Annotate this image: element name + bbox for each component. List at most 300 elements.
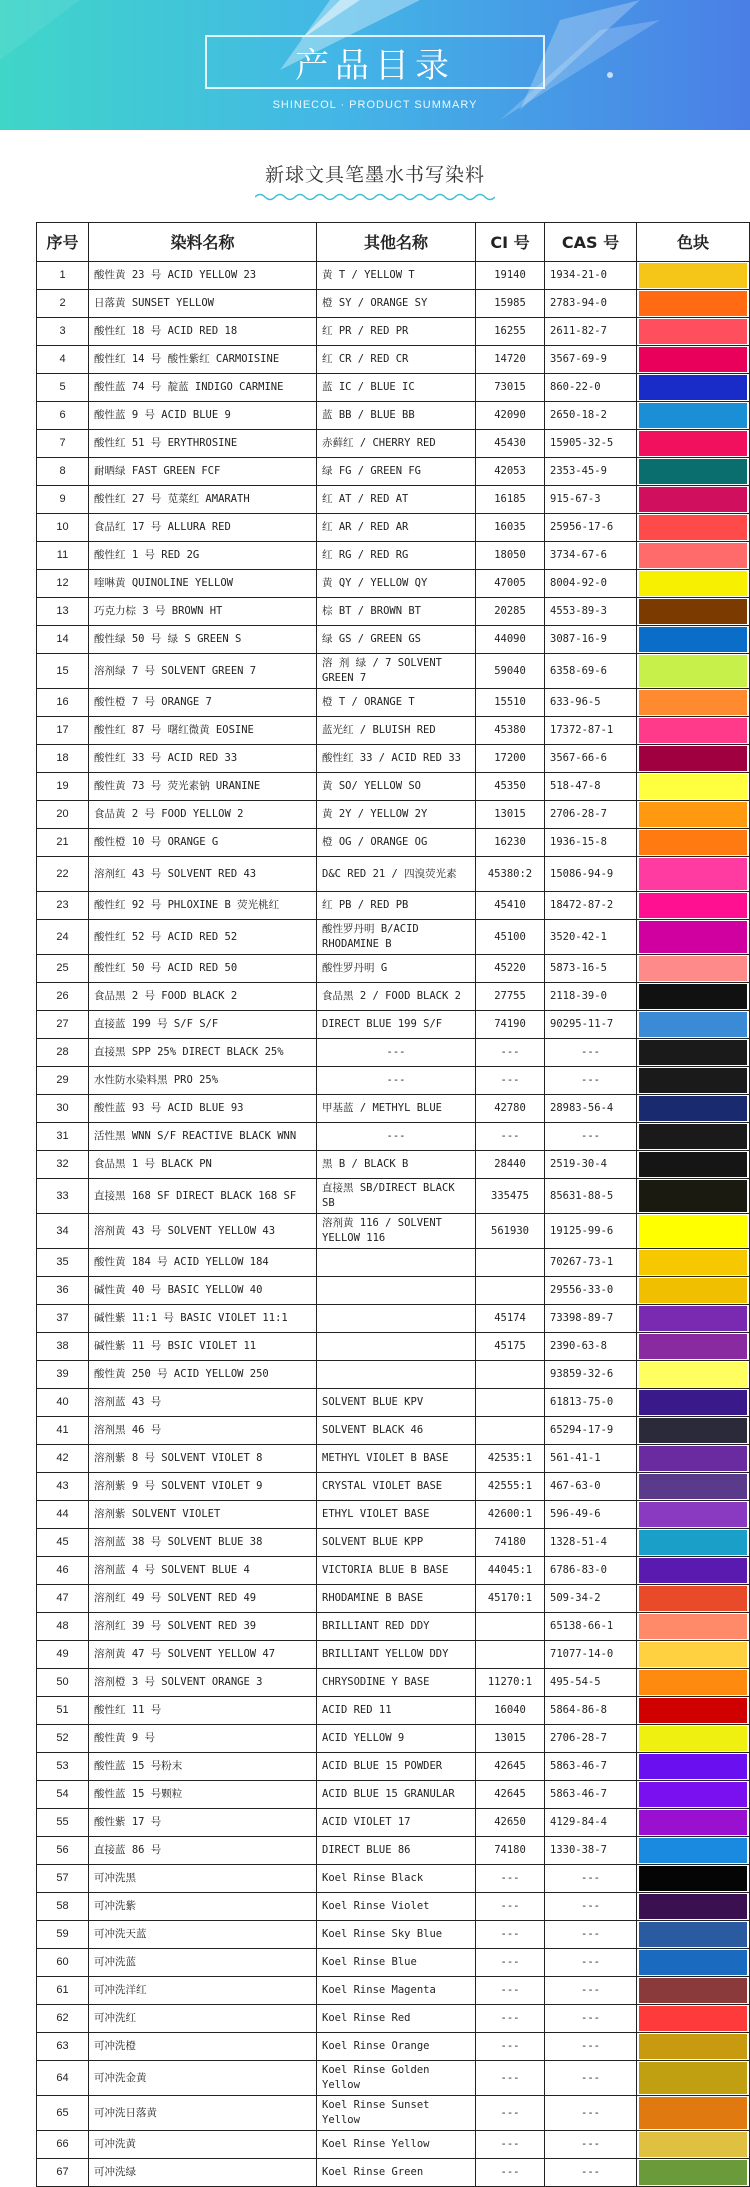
table-row (37, 486, 750, 514)
color-swatch (639, 1922, 747, 1947)
cell-other-name: ACID VIOLET 17 (317, 1809, 476, 1837)
cell-other-name: 蓝 IC / BLUE IC (317, 374, 476, 402)
color-swatch (639, 774, 747, 799)
cell-cas: 61813-75-0 (545, 1389, 637, 1417)
cell-cas: 4553-89-3 (545, 598, 637, 626)
cell-color-swatch (637, 1893, 750, 1921)
cell-color-swatch (637, 290, 750, 318)
cell-cas: --- (545, 1893, 637, 1921)
color-swatch (639, 1950, 747, 1975)
table-row (37, 1669, 750, 1697)
cell-no: 40 (37, 1389, 89, 1417)
cell-ci: 45380:2 (476, 857, 545, 892)
table-row (37, 1949, 750, 1977)
table-row (37, 1277, 750, 1305)
header-banner (0, 0, 750, 130)
color-swatch (639, 1152, 747, 1177)
table-row (37, 654, 750, 689)
cell-other-name: 黄 QY / YELLOW QY (317, 570, 476, 598)
cell-cas: 915-67-3 (545, 486, 637, 514)
cell-dye-name: 溶剂黑 46 号 (89, 1417, 317, 1445)
cell-other-name (317, 1333, 476, 1361)
cell-color-swatch (637, 857, 750, 892)
cell-dye-name: 溶剂紫 9 号 SOLVENT VIOLET 9 (89, 1473, 317, 1501)
table-row (37, 1095, 750, 1123)
cell-other-name: 酸性罗丹明 B/ACID RHODAMINE B (317, 920, 476, 955)
color-swatch (639, 1586, 747, 1611)
cell-other-name: CRYSTAL VIOLET BASE (317, 1473, 476, 1501)
cell-ci: --- (476, 1949, 545, 1977)
cell-ci: 45430 (476, 430, 545, 458)
table-row (37, 2061, 750, 2096)
cell-color-swatch (637, 514, 750, 542)
cell-color-swatch (637, 892, 750, 920)
table-row (37, 1697, 750, 1725)
cell-no: 67 (37, 2159, 89, 2187)
cell-dye-name: 碱性黄 40 号 BASIC YELLOW 40 (89, 1277, 317, 1305)
cell-ci (476, 1361, 545, 1389)
cell-color-swatch (637, 1417, 750, 1445)
color-swatch (639, 347, 747, 372)
cell-dye-name: 巧克力棕 3 号 BROWN HT (89, 598, 317, 626)
color-swatch (639, 515, 747, 540)
cell-ci: 15985 (476, 290, 545, 318)
cell-ci: 74180 (476, 1837, 545, 1865)
cell-cas: 15086-94-9 (545, 857, 637, 892)
cell-dye-name: 可冲洗黄 (89, 2131, 317, 2159)
cell-ci: 45220 (476, 955, 545, 983)
color-swatch (639, 459, 747, 484)
cell-cas: 633-96-5 (545, 689, 637, 717)
color-swatch (639, 1866, 747, 1891)
cell-cas: 3567-69-9 (545, 346, 637, 374)
cell-other-name: 直接黑 SB/DIRECT BLACK SB (317, 1179, 476, 1214)
cell-ci: 20285 (476, 598, 545, 626)
cell-no: 2 (37, 290, 89, 318)
color-swatch (639, 571, 747, 596)
color-swatch (639, 1418, 747, 1443)
cell-dye-name: 直接黑 SPP 25% DIRECT BLACK 25% (89, 1039, 317, 1067)
cell-other-name: ETHYL VIOLET BASE (317, 1501, 476, 1529)
cell-no: 29 (37, 1067, 89, 1095)
table-row (37, 2131, 750, 2159)
cell-other-name: 甲基蓝 / METHYL BLUE (317, 1095, 476, 1123)
cell-other-name: CHRYSODINE Y BASE (317, 1669, 476, 1697)
table-row (37, 1501, 750, 1529)
table-row (37, 346, 750, 374)
cell-other-name: 红 PR / RED PR (317, 318, 476, 346)
cell-color-swatch (637, 654, 750, 689)
table-row (37, 318, 750, 346)
color-swatch (639, 1558, 747, 1583)
cell-ci: 561930 (476, 1214, 545, 1249)
cell-other-name: Koel Rinse Violet (317, 1893, 476, 1921)
cell-color-swatch (637, 983, 750, 1011)
color-swatch (639, 655, 747, 687)
table-row (37, 402, 750, 430)
cell-cas: 1328-51-4 (545, 1529, 637, 1557)
cell-other-name: DIRECT BLUE 86 (317, 1837, 476, 1865)
cell-dye-name: 溶剂黄 43 号 SOLVENT YELLOW 43 (89, 1214, 317, 1249)
cell-other-name: 溶 剂 绿 / 7 SOLVENT GREEN 7 (317, 654, 476, 689)
cell-no: 18 (37, 745, 89, 773)
cell-no: 30 (37, 1095, 89, 1123)
cell-color-swatch (637, 1529, 750, 1557)
cell-cas: 90295-11-7 (545, 1011, 637, 1039)
cell-dye-name: 酸性橙 7 号 ORANGE 7 (89, 689, 317, 717)
cell-color-swatch (637, 318, 750, 346)
cell-no: 27 (37, 1011, 89, 1039)
cell-color-swatch (637, 1277, 750, 1305)
cell-ci: --- (476, 2096, 545, 2131)
cell-color-swatch (637, 2033, 750, 2061)
cell-no: 11 (37, 542, 89, 570)
cell-no: 61 (37, 1977, 89, 2005)
table-row (37, 1837, 750, 1865)
cell-cas: 2390-63-8 (545, 1333, 637, 1361)
cell-no: 12 (37, 570, 89, 598)
cell-other-name: SOLVENT BLACK 46 (317, 1417, 476, 1445)
cell-color-swatch (637, 374, 750, 402)
table-row (37, 598, 750, 626)
cell-color-swatch (637, 1067, 750, 1095)
cell-ci: 17200 (476, 745, 545, 773)
table-row (37, 1214, 750, 1249)
cell-dye-name: 酸性红 27 号 苋菜红 AMARATH (89, 486, 317, 514)
color-swatch (639, 1180, 747, 1212)
color-swatch (639, 1278, 747, 1303)
table-row (37, 626, 750, 654)
cell-no: 26 (37, 983, 89, 1011)
col-header-name: 染料名称 (89, 223, 317, 262)
cell-color-swatch (637, 542, 750, 570)
cell-dye-name: 溶剂红 43 号 SOLVENT RED 43 (89, 857, 317, 892)
cell-cas: 28983-56-4 (545, 1095, 637, 1123)
cell-ci: 42650 (476, 1809, 545, 1837)
cell-ci: 27755 (476, 983, 545, 1011)
cell-no: 35 (37, 1249, 89, 1277)
cell-cas: 29556-33-0 (545, 1277, 637, 1305)
cell-color-swatch (637, 1697, 750, 1725)
cell-cas: --- (545, 1977, 637, 2005)
cell-color-swatch (637, 2005, 750, 2033)
table-row (37, 1557, 750, 1585)
color-swatch (639, 690, 747, 715)
cell-cas: 596-49-6 (545, 1501, 637, 1529)
cell-ci: 42645 (476, 1753, 545, 1781)
table-row (37, 290, 750, 318)
cell-ci: 47005 (476, 570, 545, 598)
cell-no: 55 (37, 1809, 89, 1837)
cell-color-swatch (637, 955, 750, 983)
cell-no: 51 (37, 1697, 89, 1725)
cell-color-swatch (637, 1865, 750, 1893)
cell-dye-name: 酸性黄 184 号 ACID YELLOW 184 (89, 1249, 317, 1277)
color-swatch (639, 263, 747, 288)
cell-dye-name: 直接黑 168 SF DIRECT BLACK 168 SF (89, 1179, 317, 1214)
color-swatch (639, 1012, 747, 1037)
cell-ci: 19140 (476, 262, 545, 290)
cell-no: 22 (37, 857, 89, 892)
cell-other-name: 黄 2Y / YELLOW 2Y (317, 801, 476, 829)
cell-ci: 45380 (476, 717, 545, 745)
cell-cas: 1936-15-8 (545, 829, 637, 857)
table-row (37, 1725, 750, 1753)
cell-no: 62 (37, 2005, 89, 2033)
cell-cas: 4129-84-4 (545, 1809, 637, 1837)
cell-color-swatch (637, 920, 750, 955)
cell-other-name: 黄 T / YELLOW T (317, 262, 476, 290)
cell-no: 36 (37, 1277, 89, 1305)
color-swatch (639, 1642, 747, 1667)
cell-color-swatch (637, 1473, 750, 1501)
cell-ci: 13015 (476, 801, 545, 829)
cell-other-name: Koel Rinse Red (317, 2005, 476, 2033)
color-swatch (639, 1390, 747, 1415)
cell-color-swatch (637, 1095, 750, 1123)
table-row (37, 983, 750, 1011)
cell-dye-name: 溶剂橙 3 号 SOLVENT ORANGE 3 (89, 1669, 317, 1697)
color-swatch (639, 375, 747, 400)
cell-dye-name: 可冲洗蓝 (89, 1949, 317, 1977)
color-swatch (639, 1782, 747, 1807)
cell-other-name: 酸性红 33 / ACID RED 33 (317, 745, 476, 773)
cell-other-name: Koel Rinse Golden Yellow (317, 2061, 476, 2096)
cell-other-name: 赤藓红 / CHERRY RED (317, 430, 476, 458)
color-swatch (639, 746, 747, 771)
cell-no: 23 (37, 892, 89, 920)
color-swatch (639, 1096, 747, 1121)
table-row (37, 1781, 750, 1809)
cell-other-name: 绿 GS / GREEN GS (317, 626, 476, 654)
cell-color-swatch (637, 262, 750, 290)
cell-other-name: ACID BLUE 15 GRANULAR (317, 1781, 476, 1809)
cell-ci: 16255 (476, 318, 545, 346)
cell-ci: 42645 (476, 1781, 545, 1809)
cell-dye-name: 耐晒绿 FAST GREEN FCF (89, 458, 317, 486)
cell-color-swatch (637, 1123, 750, 1151)
cell-no: 42 (37, 1445, 89, 1473)
cell-dye-name: 可冲洗日落黄 (89, 2096, 317, 2131)
cell-dye-name: 溶剂蓝 43 号 (89, 1389, 317, 1417)
table-row (37, 1123, 750, 1151)
cell-cas: 25956-17-6 (545, 514, 637, 542)
cell-ci: 73015 (476, 374, 545, 402)
cell-dye-name: 溶剂绿 7 号 SOLVENT GREEN 7 (89, 654, 317, 689)
cell-color-swatch (637, 1641, 750, 1669)
cell-color-swatch (637, 430, 750, 458)
cell-no: 19 (37, 773, 89, 801)
cell-cas: 71077-14-0 (545, 1641, 637, 1669)
cell-ci: --- (476, 1893, 545, 1921)
cell-cas: --- (545, 1039, 637, 1067)
cell-ci: --- (476, 1977, 545, 2005)
table-row (37, 2096, 750, 2131)
table-row (37, 892, 750, 920)
cell-no: 50 (37, 1669, 89, 1697)
cell-other-name: Koel Rinse Yellow (317, 2131, 476, 2159)
cell-ci: 74180 (476, 1529, 545, 1557)
cell-no: 60 (37, 1949, 89, 1977)
cell-other-name: 橙 T / ORANGE T (317, 689, 476, 717)
cell-color-swatch (637, 1249, 750, 1277)
cell-dye-name: 酸性蓝 15 号颗粒 (89, 1781, 317, 1809)
cell-cas: --- (545, 2159, 637, 2187)
page-heading: 新球文具笔墨水书写染料 (264, 164, 485, 186)
table-row (37, 955, 750, 983)
cell-dye-name: 酸性绿 50 号 绿 S GREEN S (89, 626, 317, 654)
cell-cas: 17372-87-1 (545, 717, 637, 745)
cell-dye-name: 水性防水染料黑 PRO 25% (89, 1067, 317, 1095)
cell-color-swatch (637, 1669, 750, 1697)
table-row (37, 1305, 750, 1333)
table-row (37, 570, 750, 598)
cell-color-swatch (637, 1011, 750, 1039)
cell-cas: 73398-89-7 (545, 1305, 637, 1333)
color-swatch (639, 956, 747, 981)
table-header-row (37, 223, 750, 262)
cell-ci: 42780 (476, 1095, 545, 1123)
cell-ci: 44045:1 (476, 1557, 545, 1585)
cell-no: 28 (37, 1039, 89, 1067)
cell-other-name: 黄 SO/ YELLOW SO (317, 773, 476, 801)
cell-other-name: Koel Rinse Black (317, 1865, 476, 1893)
cell-dye-name: 食品红 17 号 ALLURA RED (89, 514, 317, 542)
cell-dye-name: 酸性红 14 号 酸性紫红 CARMOISINE (89, 346, 317, 374)
cell-other-name: 黑 B / BLACK B (317, 1151, 476, 1179)
cell-other-name: ACID RED 11 (317, 1697, 476, 1725)
cell-ci: 28440 (476, 1151, 545, 1179)
cell-no: 21 (37, 829, 89, 857)
cell-color-swatch (637, 1305, 750, 1333)
cell-ci: 16230 (476, 829, 545, 857)
table-row (37, 1039, 750, 1067)
table-row (37, 1333, 750, 1361)
cell-ci: --- (476, 1921, 545, 1949)
cell-other-name (317, 1361, 476, 1389)
cell-no: 65 (37, 2096, 89, 2131)
cell-ci (476, 1389, 545, 1417)
cell-no: 7 (37, 430, 89, 458)
cell-dye-name: 酸性红 11 号 (89, 1697, 317, 1725)
color-swatch (639, 431, 747, 456)
cell-ci: 11270:1 (476, 1669, 545, 1697)
cell-dye-name: 酸性红 33 号 ACID RED 33 (89, 745, 317, 773)
cell-dye-name: 酸性红 18 号 ACID RED 18 (89, 318, 317, 346)
cell-ci: 45175 (476, 1333, 545, 1361)
cell-other-name: 红 CR / RED CR (317, 346, 476, 374)
cell-color-swatch (637, 745, 750, 773)
cell-no: 41 (37, 1417, 89, 1445)
table-row (37, 1361, 750, 1389)
col-header-no: 序号 (37, 223, 89, 262)
cell-cas: 3567-66-6 (545, 745, 637, 773)
table-row (37, 1809, 750, 1837)
cell-ci: 42600:1 (476, 1501, 545, 1529)
col-header-swatch: 色块 (637, 223, 750, 262)
cell-no: 3 (37, 318, 89, 346)
cell-dye-name: 可冲洗黑 (89, 1865, 317, 1893)
cell-dye-name: 碱性紫 11:1 号 BASIC VIOLET 11:1 (89, 1305, 317, 1333)
cell-dye-name: 酸性蓝 9 号 ACID BLUE 9 (89, 402, 317, 430)
cell-dye-name: 酸性黄 250 号 ACID YELLOW 250 (89, 1361, 317, 1389)
cell-other-name: ACID YELLOW 9 (317, 1725, 476, 1753)
cell-cas: 85631-88-5 (545, 1179, 637, 1214)
color-swatch (639, 921, 747, 953)
cell-cas: --- (545, 1123, 637, 1151)
cell-cas: 8004-92-0 (545, 570, 637, 598)
cell-cas: 70267-73-1 (545, 1249, 637, 1277)
cell-no: 34 (37, 1214, 89, 1249)
cell-cas: 3520-42-1 (545, 920, 637, 955)
cell-color-swatch (637, 689, 750, 717)
cell-no: 15 (37, 654, 89, 689)
cell-other-name (317, 1305, 476, 1333)
color-swatch (639, 830, 747, 855)
cell-color-swatch (637, 1781, 750, 1809)
color-swatch (639, 1978, 747, 2003)
cell-no: 4 (37, 346, 89, 374)
color-swatch (639, 1068, 747, 1093)
cell-cas: 2783-94-0 (545, 290, 637, 318)
cell-no: 1 (37, 262, 89, 290)
table-row (37, 857, 750, 892)
cell-no: 10 (37, 514, 89, 542)
cell-no: 39 (37, 1361, 89, 1389)
color-swatch (639, 1215, 747, 1247)
cell-no: 43 (37, 1473, 89, 1501)
color-swatch (639, 1124, 747, 1149)
color-swatch (639, 1474, 747, 1499)
cell-cas: 5864-86-8 (545, 1697, 637, 1725)
color-swatch (639, 2097, 747, 2129)
table-row (37, 430, 750, 458)
table-row (37, 1613, 750, 1641)
cell-other-name: Koel Rinse Green (317, 2159, 476, 2187)
color-swatch (639, 1446, 747, 1471)
color-swatch (639, 627, 747, 652)
table-row (37, 1067, 750, 1095)
cell-ci: 45350 (476, 773, 545, 801)
cell-other-name: DIRECT BLUE 199 S/F (317, 1011, 476, 1039)
table-row (37, 1865, 750, 1893)
cell-other-name: Koel Rinse Blue (317, 1949, 476, 1977)
cell-ci (476, 1249, 545, 1277)
cell-other-name: ACID BLUE 15 POWDER (317, 1753, 476, 1781)
cell-dye-name: 溶剂蓝 38 号 SOLVENT BLUE 38 (89, 1529, 317, 1557)
cell-color-swatch (637, 1949, 750, 1977)
dye-table (36, 222, 750, 2187)
table-row (37, 374, 750, 402)
cell-cas: --- (545, 2033, 637, 2061)
col-header-ci: CI 号 (476, 223, 545, 262)
cell-other-name: 棕 BT / BROWN BT (317, 598, 476, 626)
color-swatch (639, 487, 747, 512)
col-header-other: 其他名称 (317, 223, 476, 262)
cell-color-swatch (637, 486, 750, 514)
cell-other-name: 橙 SY / ORANGE SY (317, 290, 476, 318)
cell-cas: 6786-83-0 (545, 1557, 637, 1585)
table-row (37, 262, 750, 290)
table-row (37, 1977, 750, 2005)
table-row (37, 1417, 750, 1445)
cell-cas: --- (545, 1949, 637, 1977)
cell-color-swatch (637, 1921, 750, 1949)
cell-no: 59 (37, 1921, 89, 1949)
cell-no: 52 (37, 1725, 89, 1753)
cell-dye-name: 溶剂紫 8 号 SOLVENT VIOLET 8 (89, 1445, 317, 1473)
color-swatch (639, 403, 747, 428)
